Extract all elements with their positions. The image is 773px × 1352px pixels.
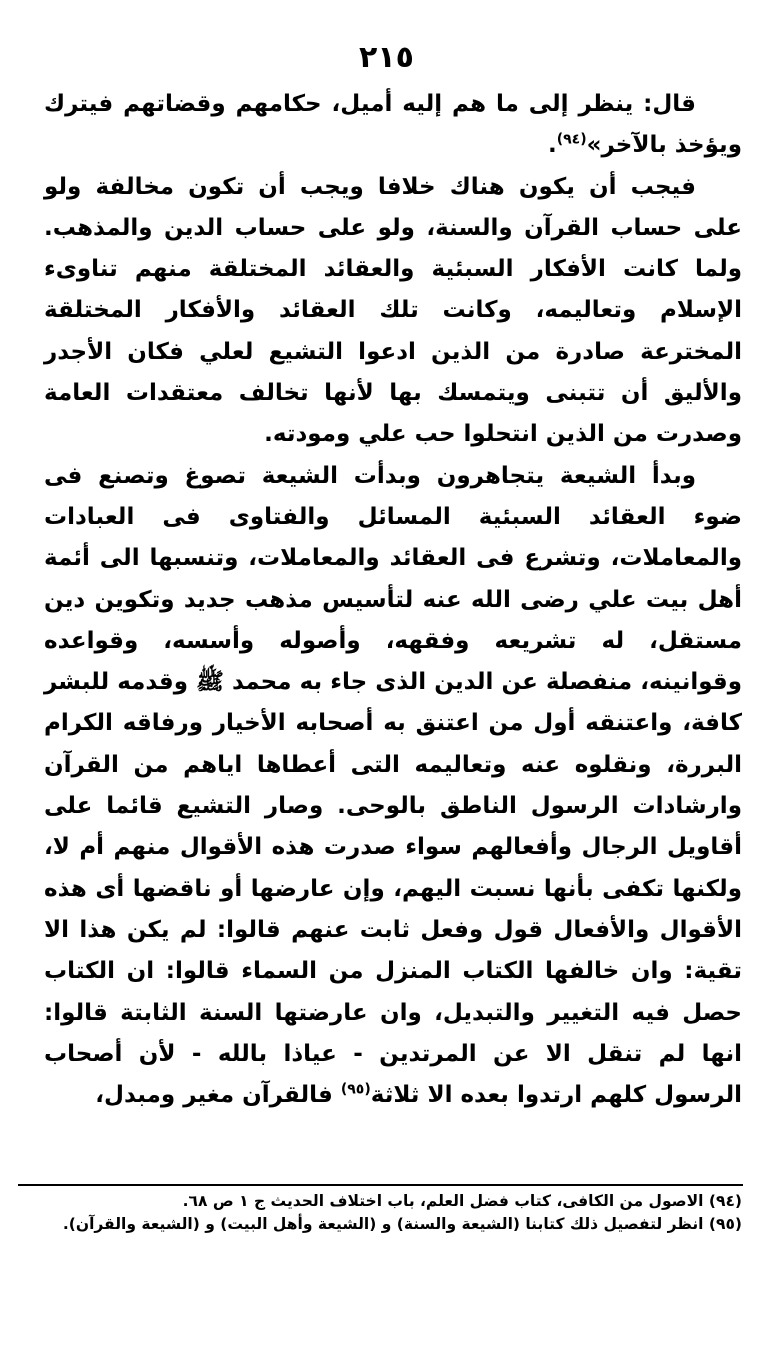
- paragraph-3-text: وبدأ الشيعة يتجاهرون وبدأت الشيعة تصوغ وتصنع فى ضوء العقائد السبئية المسائل والفتاوى فى العبادات والمعاملات، وتشرع فى العقائد والمعاملات، وتنسبها الى أئمة أهل بيت علي رضى الله عنه لتأسيس مذهب جديد وتكوين دين مستقل، له تشريعه وفقهه، وأصوله وأسسه، وقواعده وقوانينه، منفصلة عن الدين الذى جاء به محمد ﷺ وقدمه للبشر كافة، واعتنقه أول من اعتنق به أصحابه الأخيار ورفاقه الكرام البررة، ونقلوه عنه وتعاليمه التى أعطاها اياهم من القرآن وارشادات الرسول الناطق بالوحى. وصار التشيع قائما على أقاويل الرجال وأفعالهم سواء صدرت هذه الأقوال منهم أم لا، ولكنها تكفى بأنها نسبت اليهم، وإن عارضها أو ناقضها أى هذه الأقوال والأفعال قول وفعل ثابت عنهم قالوا: لم يكن هذا الا تقية: وان خالفها الكتاب المنزل من السماء قالوا: ان الكتاب حصل فيه التغيير والتبديل، وان عارضتها السنة الثابتة قالوا: انها لم تنقل الا عن المرتدين - عياذا بالله - لأن أصحاب الرسول كلهم ارتدوا بعده الا ثلاثة: [44, 462, 742, 1109]
- footnote-94: (٩٤) الاصول من الكافى، كتاب فضل العلم، باب اختلاف الحديث ج ١ ص ٦٨.: [182, 1192, 742, 1210]
- footnote-ref-95: (٩٥): [340, 1081, 371, 1098]
- paragraph-2: فيجب أن يكون هناك خلافا ويجب أن تكون مخالفة ولو على حساب القرآن والسنة، ولو على حساب الدين والمذهب. ولما كانت الأفكار السبئية والعقائد المختلقة منهم تناوىء الإسلام وتعاليمه، وكانت تلك العقائد والأفكار المختلقة المخترعة صادرة من الذين ادعوا التشيع لعلي فكان الأجدر والأليق أن تتبنى ويتمسك بها لأنها تخالف معتقدات العامة وصدرت من الذين انتحلوا حب علي ومودته.: [44, 173, 742, 448]
- footnotes: [60, 1190, 742, 1236]
- paragraph-3-tail: فالقرآن مغير ومبدل،: [95, 1082, 333, 1109]
- paragraph-3: [44, 456, 742, 1117]
- page-number: ٢١٥: [359, 40, 414, 75]
- footnote-95: (٩٥) انظر لتفصيل ذلك كتابنا (الشيعة والسنة) و (الشيعة وأهل البيت) و (الشيعة والقرآن).: [62, 1215, 742, 1233]
- footnote-divider: [18, 1184, 743, 1186]
- body-text: [44, 84, 742, 1116]
- footnote-ref-94: (٩٤): [556, 131, 587, 148]
- paragraph-1-end: .: [547, 132, 557, 159]
- paragraph-1-text: قال: ينظر إلى ما هم إليه أميل، حكامهم وقضاتهم فيترك ويؤخذ بالآخر»: [44, 91, 742, 159]
- paragraph-1: [44, 84, 742, 167]
